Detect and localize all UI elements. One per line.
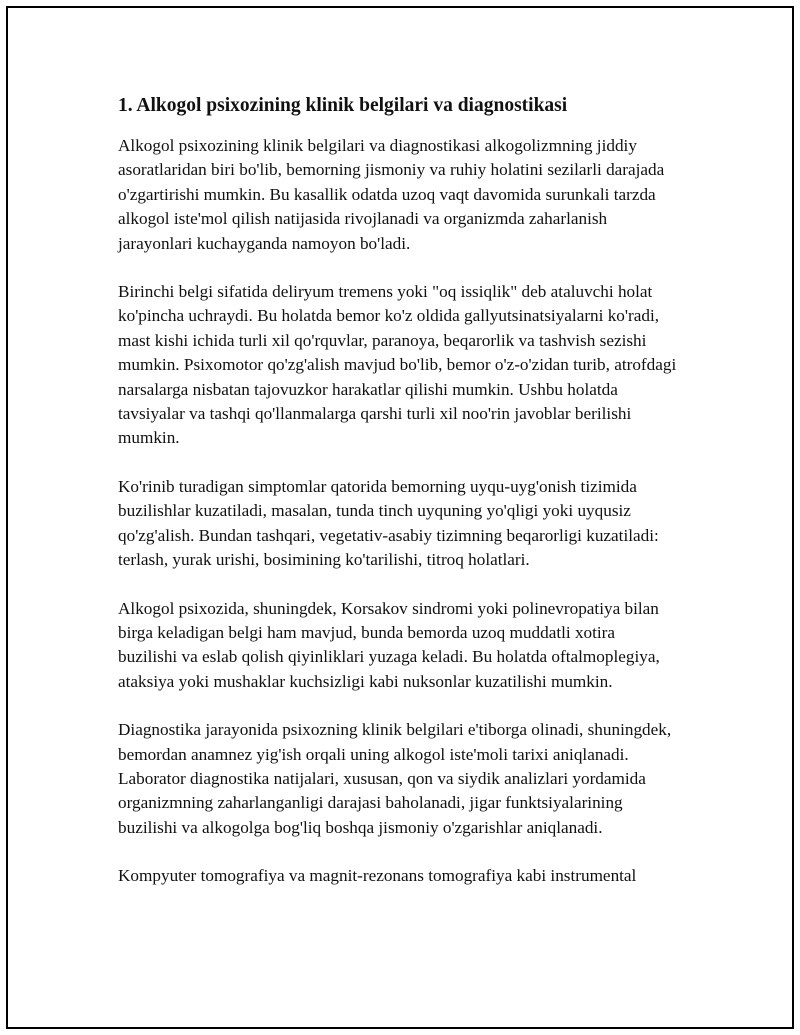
document-body (118, 92, 678, 913)
section-heading: 1. Alkogol psixozining klinik belgilari va diagnostikasi (118, 95, 568, 116)
paragraph-korsakov: Alkogol psixozida, shuningdek, Korsakov sindromi yoki polinevropatiya bilan birga keladigan belgi ham mavjud, bunda bemorda uzoq muddatli xotira buzilishi va eslab qolish qiyinliklari yuzaga keladi. Bu holatda oftalmoplegiya, ataksiya yoki mushaklar kuchsizligi kabi nuksonlar kuzatilishi mumkin. (118, 598, 660, 691)
paragraph-symptoms: Ko'rinib turadigan simptomlar qatorida bemorning uyqu-uyg'onish tizimida buzilishlar kuzatiladi, masalan, tunda tinch uyquning yo'qligi yoki uyqusiz qo'zg'alish. Bundan tashqari, vegetativ-asabiy tizimning beqarorligi kuzatiladi: terlash, yurak urishi, bosimining ko'tarilishi, titroq holatlari. (118, 476, 659, 570)
paragraph-intro: Alkogol psixozining klinik belgilari va diagnostikasi alkogolizmning jiddiy asoratlaridan biri bo'lib, bemorning jismoniy va ruhiy holatini sezilarli darajada o'zgartirishi mumkin. Bu kasallik odatda uzoq vaqt davomida surunkali tarzda alkogol iste'mol qilish natijasida rivojlanadi va organizmda zaharlanish jarayonlari kuchayganda namoyon bo'ladi. (118, 136, 665, 253)
paragraph-instrumental: Kompyuter tomografiya va magnit-rezonans tomografiya kabi instrumental (118, 866, 637, 886)
paragraph-delirium: Birinchi belgi sifatida deliryum tremens yoki "oq issiqlik" deb ataluvchi holat ko'pincha uchraydi. Bu holatda bemor ko'z oldida gallyutsinatsiyalarni ko'radi, mast kishi ichida turli xil qo'rquvlar, paranoya, beqarorlik va tashvish sezishi mumkin. Psixomotor qo'zg'alish mavjud bo'lib, bemor o'z-o'zidan turib, atrofdagi narsalarga nisbatan tajovuzkor harakatlar qilishi mumkin. Ushbu holatda tavsiyalar va tashqi qo'llanmalarga qarshi turli xil noo'rin javoblar berilishi mumkin. (118, 282, 677, 448)
paragraph-diagnostics: Diagnostika jarayonida psixozning klinik belgilari e'tiborga olinadi, shuningdek, bemordan anamnez yig'ish orqali uning alkogol iste'moli tarixi aniqlanadi. Laborator diagnostika natijalari, xususan, qon va siydik analizlari yordamida organizmning zaharlanganligi darajasi baholanadi, jigar funktsiyalarining buzilishi va alkogolga bog'liq boshqa jismoniy o'zgarishlar aniqlanadi. (118, 720, 672, 837)
